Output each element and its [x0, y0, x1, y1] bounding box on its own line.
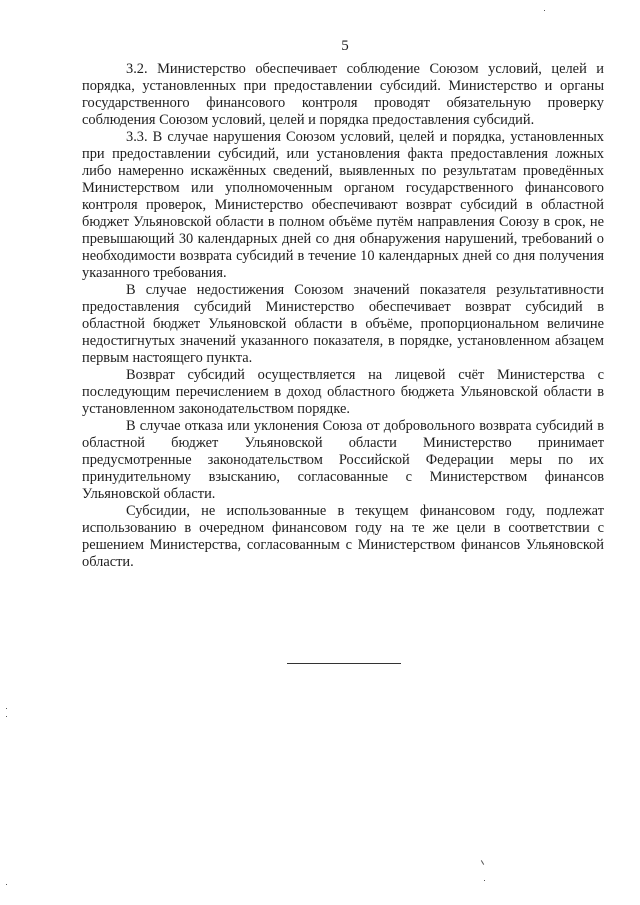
scan-speck — [6, 708, 7, 709]
scan-speck — [481, 860, 484, 865]
paragraph-refusal-refund: В случае отказа или уклонения Союза от добровольного возврата субсидий в областной бюджет Ульяновской области Министерство принимает предусмотренные законодательством Российской Федерации меры по их принудительному взысканию, согласованные с Министерством финансов Ульяновской области. — [82, 418, 604, 502]
paragraph-3-2: 3.2. Министерство обеспечивает соблюдение Союзом условий, целей и порядка, установленных при предоставлении субсидий. Министерство и органы государственного финансового контроля проводят обязательную проверку соблюдения Союзом условий, целей и порядка предоставления субсидий. — [82, 61, 604, 128]
scan-speck — [544, 10, 545, 11]
scan-speck — [6, 884, 7, 885]
paragraph-unused-subsidies: Субсидии, не использованные в текущем финансовом году, подлежат использованию в очередном финансовом году на те же цели в соответствии с решением Министерства, согласованным с Министерством финансов Ульяновской области. — [82, 503, 604, 570]
document-body — [82, 61, 604, 571]
end-of-text-rule — [287, 663, 401, 664]
scan-speck — [6, 716, 7, 717]
page-number: 5 — [341, 38, 349, 54]
paragraph-refund-account: Возврат субсидий осуществляется на лицевой счёт Министерства с последующим перечислением в доход областного бюджета Ульяновской области в установленном законодательством порядке. — [82, 367, 604, 417]
paragraph-performance-indicator: В случае недостижения Союзом значений показателя результативности предоставления субсидий Министерство обеспечивает возврат субсидий в областной бюджет Ульяновской области в объёме, пропорциональном величине недостигнутых значений указанного показателя, в порядке, установленном абзацем первым настоящего пункта. — [82, 282, 604, 366]
scan-speck — [484, 880, 485, 881]
paragraph-3-3: 3.3. В случае нарушения Союзом условий, целей и порядка, установленных при предоставлении субсидий, или установления факта предоставления ложных либо намеренно искажённых сведений, выявленных по результатам проведённых Министерством или уполномоченным органом государственного финансового контроля проверок, Министерство обеспечивают возврат субсидий в областной бюджет Ульяновской области в полном объёме путём направления Союзу в срок, не превышающий 30 календарных дней со дня обнаружения нарушений, требований о необходимости возврата субсидий в течение 10 календарных дней со дня получения указанного требования. — [82, 129, 604, 281]
